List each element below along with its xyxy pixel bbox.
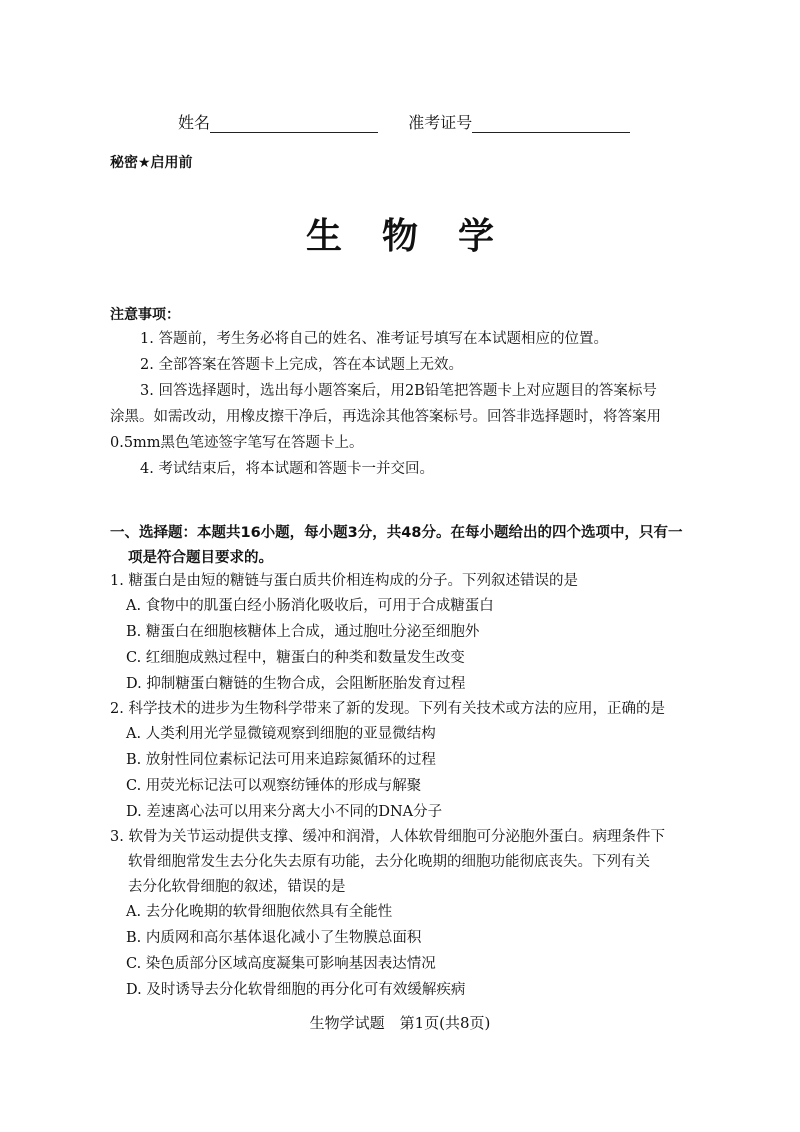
section-heading-cont: 项是符合题目要求的。 [128,550,273,566]
notice-item: 2. 全部答案在答题卡上完成，答在本试题上无效。 [140,357,463,373]
option-a: A. 食物中的肌蛋白经小肠消化吸收后，可用于合成糖蛋白 [126,598,494,614]
notice-item: 4. 考试结束后，将本试题和答题卡一并交回。 [140,461,434,477]
secret-mark: 秘密★启用前 [110,155,193,171]
option-a: A. 去分化晚期的软骨细胞依然具有全能性 [126,904,393,920]
notice-item: 0.5mm黑色笔迹签字笔写在答题卡上。 [110,435,364,451]
option-b: B. 放射性同位素标记法可用来追踪氮循环的过程 [126,752,436,768]
section-heading: 一、选择题：本题共16小题，每小题3分，共48分。在每小题给出的四个选项中，只有一 [110,525,683,541]
header-fields [178,110,630,133]
option-d: D. 抑制糖蛋白糖链的生物合成，会阻断胚胎发育过程 [126,676,466,692]
option-c: C. 用荧光标记法可以观察纺锤体的形成与解聚 [126,778,422,794]
option-a: A. 人类利用光学显微镜观察到细胞的亚显微结构 [126,726,436,742]
question-stem: 3. 软骨为关节运动提供支撑、缓冲和润滑，人体软骨细胞可分泌胞外蛋白。病理条件下 [110,829,665,845]
option-b: B. 内质网和高尔基体退化减小了生物膜总面积 [126,930,422,946]
notice-item: 3. 回答选择题时，选出每小题答案后，用2B铅笔把答题卡上对应题目的答案标号 [140,383,657,399]
exam-id-label: 准考证号 [408,113,473,132]
page-title: 生物学 [305,215,534,257]
option-c: C. 染色质部分区域高度凝集可影响基因表达情况 [126,956,436,972]
question-stem: 1. 糖蛋白是由短的糖链与蛋白质共价相连构成的分子。下列叙述错误的是 [110,573,578,589]
option-d: D. 及时诱导去分化软骨细胞的再分化可有效缓解疾病 [126,982,466,998]
option-d: D. 差速离心法可以用来分离大小不同的DNA分子 [126,804,443,820]
notice-item: 1. 答题前，考生务必将自己的姓名、准考证号填写在本试题相应的位置。 [140,331,608,347]
notice-heading: 注意事项： [110,307,180,323]
question-stem-cont: 软骨细胞常发生去分化失去原有功能，去分化晚期的细胞功能彻底丧失。下列有关 [128,854,650,870]
page-footer: 生物学试题 第1页(共8页) [309,1014,491,1032]
option-b: B. 糖蛋白在细胞核糖体上合成，通过胞吐分泌至细胞外 [126,624,480,640]
notice-item: 涂黑。如需改动，用橡皮擦干净后，再选涂其他答案标号。回答非选择题时，将答案用 [110,409,661,425]
option-c: C. 红细胞成熟过程中，糖蛋白的种类和数量发生改变 [126,650,465,666]
exam-id-blank[interactable] [472,114,630,133]
name-label: 姓名 [178,113,211,132]
question-stem-cont: 去分化软骨细胞的叙述，错误的是 [128,879,346,895]
name-blank[interactable] [210,114,378,133]
question-stem: 2. 科学技术的进步为生物科学带来了新的发现。下列有关技术或方法的应用，正确的是 [110,701,665,717]
